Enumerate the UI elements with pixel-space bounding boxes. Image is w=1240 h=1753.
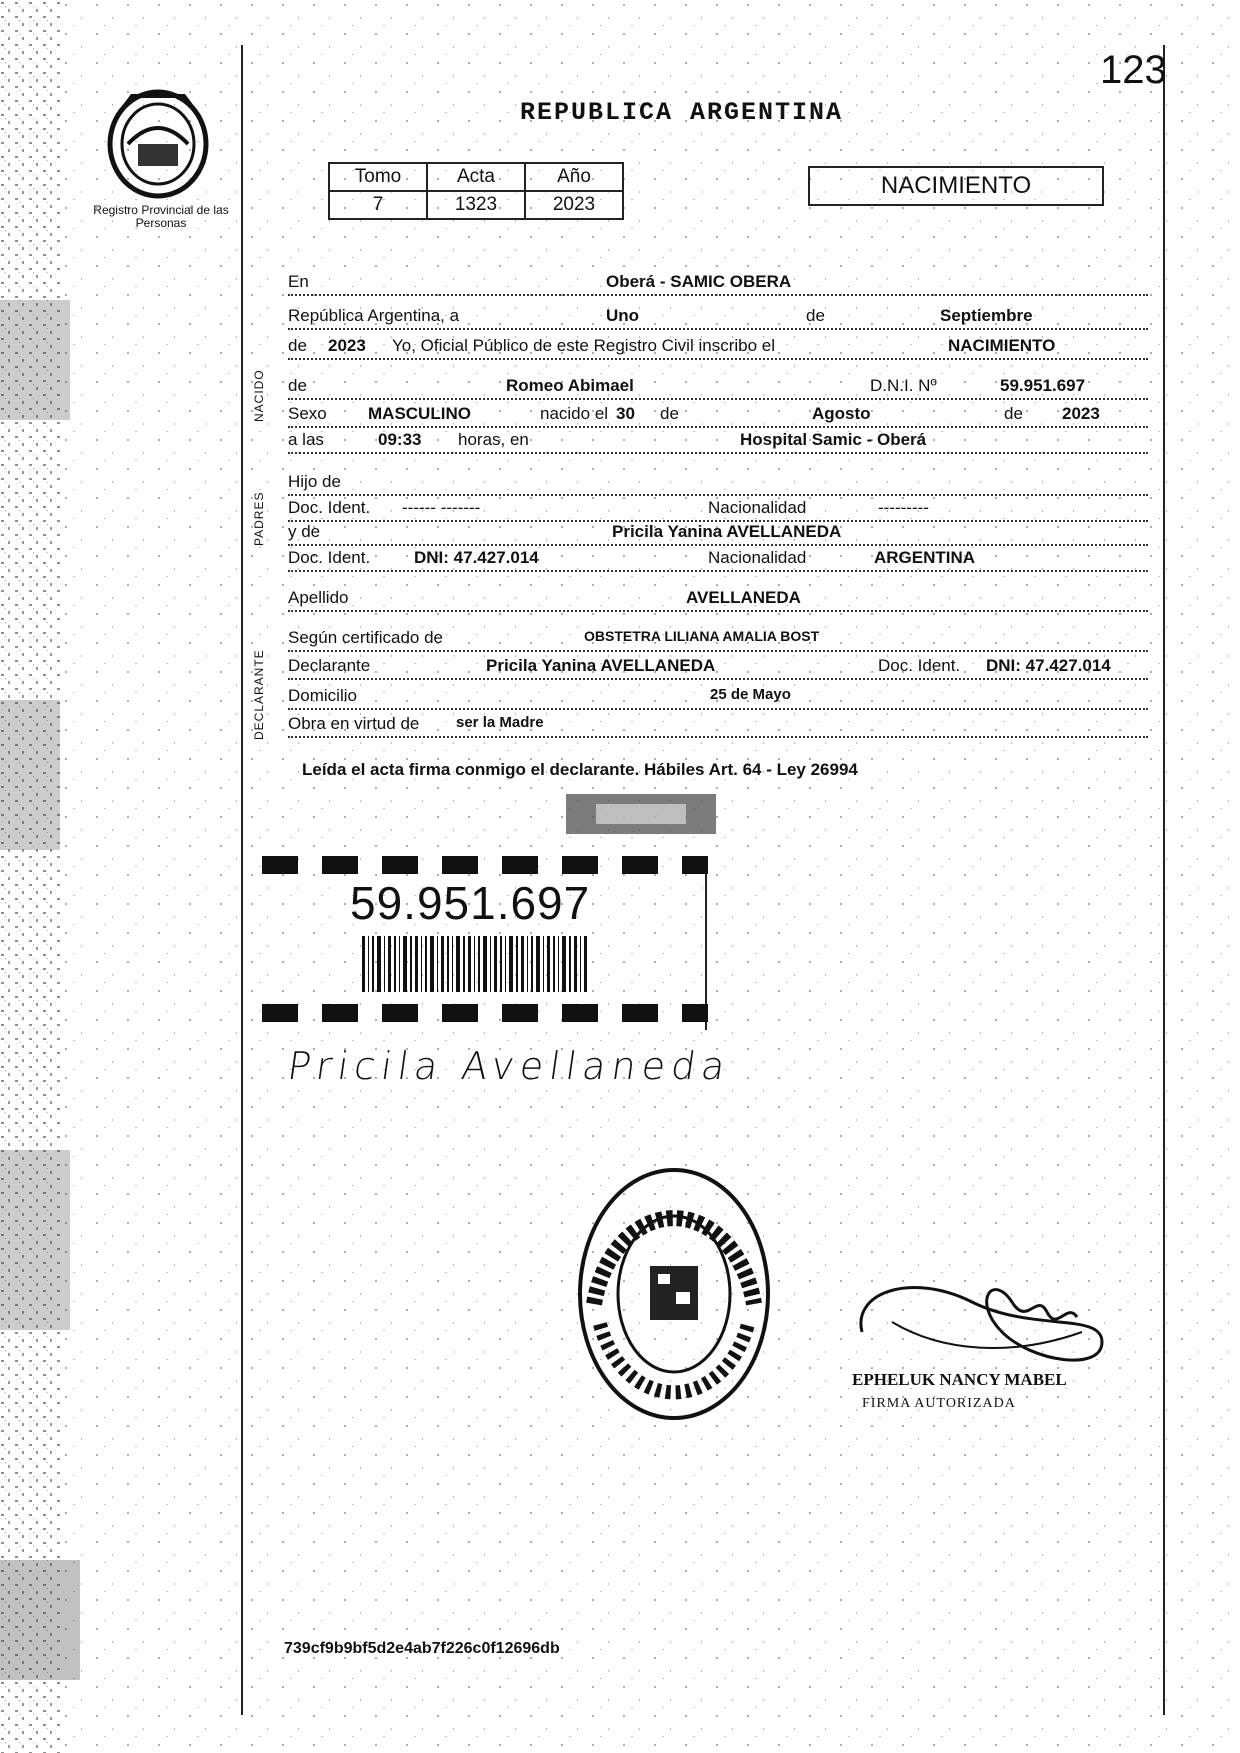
doc2-label: Doc. Ident. bbox=[288, 548, 371, 567]
declarante-doc-value: DNI: 47.427.014 bbox=[986, 656, 1111, 675]
row-nacido-sexo bbox=[288, 404, 1148, 428]
page-number: 123 bbox=[1100, 48, 1167, 92]
child-name: Romeo Abimael bbox=[506, 376, 634, 395]
month-value: Septiembre bbox=[940, 306, 1033, 325]
row-apellido bbox=[288, 588, 1148, 612]
row-nacido-hora bbox=[288, 430, 1148, 454]
tomo-label: Tomo bbox=[329, 163, 427, 191]
nac2-value: ARGENTINA bbox=[874, 548, 976, 567]
anio-value: 2023 bbox=[525, 191, 623, 219]
sexo-label: Sexo bbox=[288, 404, 327, 423]
act-type-value: NACIMIENTO bbox=[948, 336, 1056, 355]
row-en bbox=[288, 272, 1148, 296]
alas-label: a las bbox=[288, 430, 324, 449]
nac2-label: Nacionalidad bbox=[708, 548, 807, 567]
row-hijo bbox=[288, 472, 1148, 496]
row-doc1 bbox=[288, 498, 1148, 522]
de1-label: de bbox=[660, 404, 679, 423]
reference-table bbox=[328, 162, 624, 220]
row-domicilio bbox=[288, 686, 1148, 710]
signer-role: FIRMA AUTORIZADA bbox=[862, 1396, 1016, 1411]
de2-label: de bbox=[1004, 404, 1023, 423]
birth-time: 09:33 bbox=[378, 430, 422, 449]
left-margin-line bbox=[241, 45, 243, 1715]
birth-month: Agosto bbox=[812, 404, 871, 423]
cert-value: OBSTETRA LILIANA AMALIA BOST bbox=[584, 628, 820, 644]
birth-place: Hospital Samic - Oberá bbox=[740, 430, 927, 449]
row-cert bbox=[288, 628, 1148, 652]
dni-card-number: 59.951.697 bbox=[350, 877, 591, 929]
sexo-value: MASCULINO bbox=[368, 404, 471, 423]
registry-logo-caption: Registro Provincial de las Personas bbox=[93, 203, 229, 230]
dni-label: D.N.I. Nº bbox=[870, 376, 937, 395]
legal-closing-text: Leída el acta firma conmigo el declarante. Hábiles Art. 64 - Ley 26994 bbox=[302, 760, 858, 779]
day-value: Uno bbox=[606, 306, 640, 325]
declarante-section-label: DECLARANTE bbox=[252, 649, 266, 740]
domicilio-label: Domicilio bbox=[288, 686, 357, 705]
obra-label: Obra en virtud de bbox=[288, 714, 420, 733]
card-bottom-pattern bbox=[262, 1000, 708, 1026]
de-label: de bbox=[806, 306, 825, 325]
row-declarante bbox=[288, 656, 1148, 680]
document-hash: 739cf9b9bf5d2e4ab7f226c0f12696db bbox=[284, 1640, 560, 1657]
doc2-value: DNI: 47.427.014 bbox=[414, 548, 539, 567]
yde-label: y de bbox=[288, 522, 321, 541]
card-top-pattern bbox=[262, 852, 708, 878]
birth-day: 30 bbox=[616, 404, 635, 423]
republica-label: República Argentina, a bbox=[288, 306, 460, 325]
cert-label: Según certificado de bbox=[288, 628, 443, 647]
birth-year: 2023 bbox=[1062, 404, 1100, 423]
mother-name: Pricila Yanina AVELLANEDA bbox=[612, 522, 842, 541]
declarant-handwritten-signature: Pricila Avellaneda bbox=[284, 1044, 734, 1088]
document-title: REPUBLICA ARGENTINA bbox=[520, 98, 844, 127]
horas-label: horas, en bbox=[458, 430, 529, 449]
nacido-section-label: NACIDO bbox=[252, 369, 266, 422]
act-type-box: NACIMIENTO bbox=[808, 166, 1104, 206]
acta-value: 1323 bbox=[427, 191, 525, 219]
de-name-label: de bbox=[288, 376, 307, 395]
small-stamp bbox=[566, 794, 716, 834]
nac1-label: Nacionalidad bbox=[708, 498, 807, 517]
acta-label: Acta bbox=[427, 163, 525, 191]
oficial-text: Yo, Oficial Público de este Registro Civil inscribo el bbox=[392, 336, 775, 355]
row-nacido-name bbox=[288, 376, 1148, 400]
provincial-registry-logo bbox=[98, 82, 218, 202]
apellido-value: AVELLANEDA bbox=[686, 588, 801, 607]
declarante-label: Declarante bbox=[288, 656, 371, 675]
obra-value: ser la Madre bbox=[456, 714, 544, 731]
authorized-signature bbox=[852, 1262, 1116, 1372]
signer-name: EPHELUK NANCY MABEL bbox=[852, 1370, 1067, 1389]
child-dni: 59.951.697 bbox=[1000, 376, 1086, 395]
domicilio-value: 25 de Mayo bbox=[710, 686, 791, 703]
declarante-value: Pricila Yanina AVELLANEDA bbox=[486, 656, 716, 675]
row-doc2 bbox=[288, 548, 1148, 572]
row-oficial bbox=[288, 336, 1148, 360]
nacido-label: nacido el bbox=[540, 404, 609, 423]
en-label: En bbox=[288, 272, 309, 291]
row-yde bbox=[288, 522, 1148, 546]
tomo-value: 7 bbox=[329, 191, 427, 219]
doc1-value: ------ ------- bbox=[402, 498, 481, 517]
year-value: 2023 bbox=[328, 336, 366, 355]
declarante-doc-label: Doc. Ident. bbox=[878, 656, 961, 675]
row-republica bbox=[288, 306, 1148, 330]
place-value: Oberá - SAMIC OBERA bbox=[606, 272, 792, 291]
right-margin-line bbox=[1163, 45, 1165, 1715]
anio-label: Año bbox=[525, 163, 623, 191]
registry-seal bbox=[574, 1164, 774, 1424]
padres-section-label: PADRES bbox=[252, 491, 266, 546]
nac1-value: --------- bbox=[878, 498, 929, 517]
doc1-label: Doc. Ident. bbox=[288, 498, 371, 517]
year-prefix: de bbox=[288, 336, 307, 355]
row-obra bbox=[288, 714, 1148, 738]
barcode bbox=[362, 936, 588, 992]
apellido-label: Apellido bbox=[288, 588, 349, 607]
hijo-label: Hijo de bbox=[288, 472, 341, 491]
